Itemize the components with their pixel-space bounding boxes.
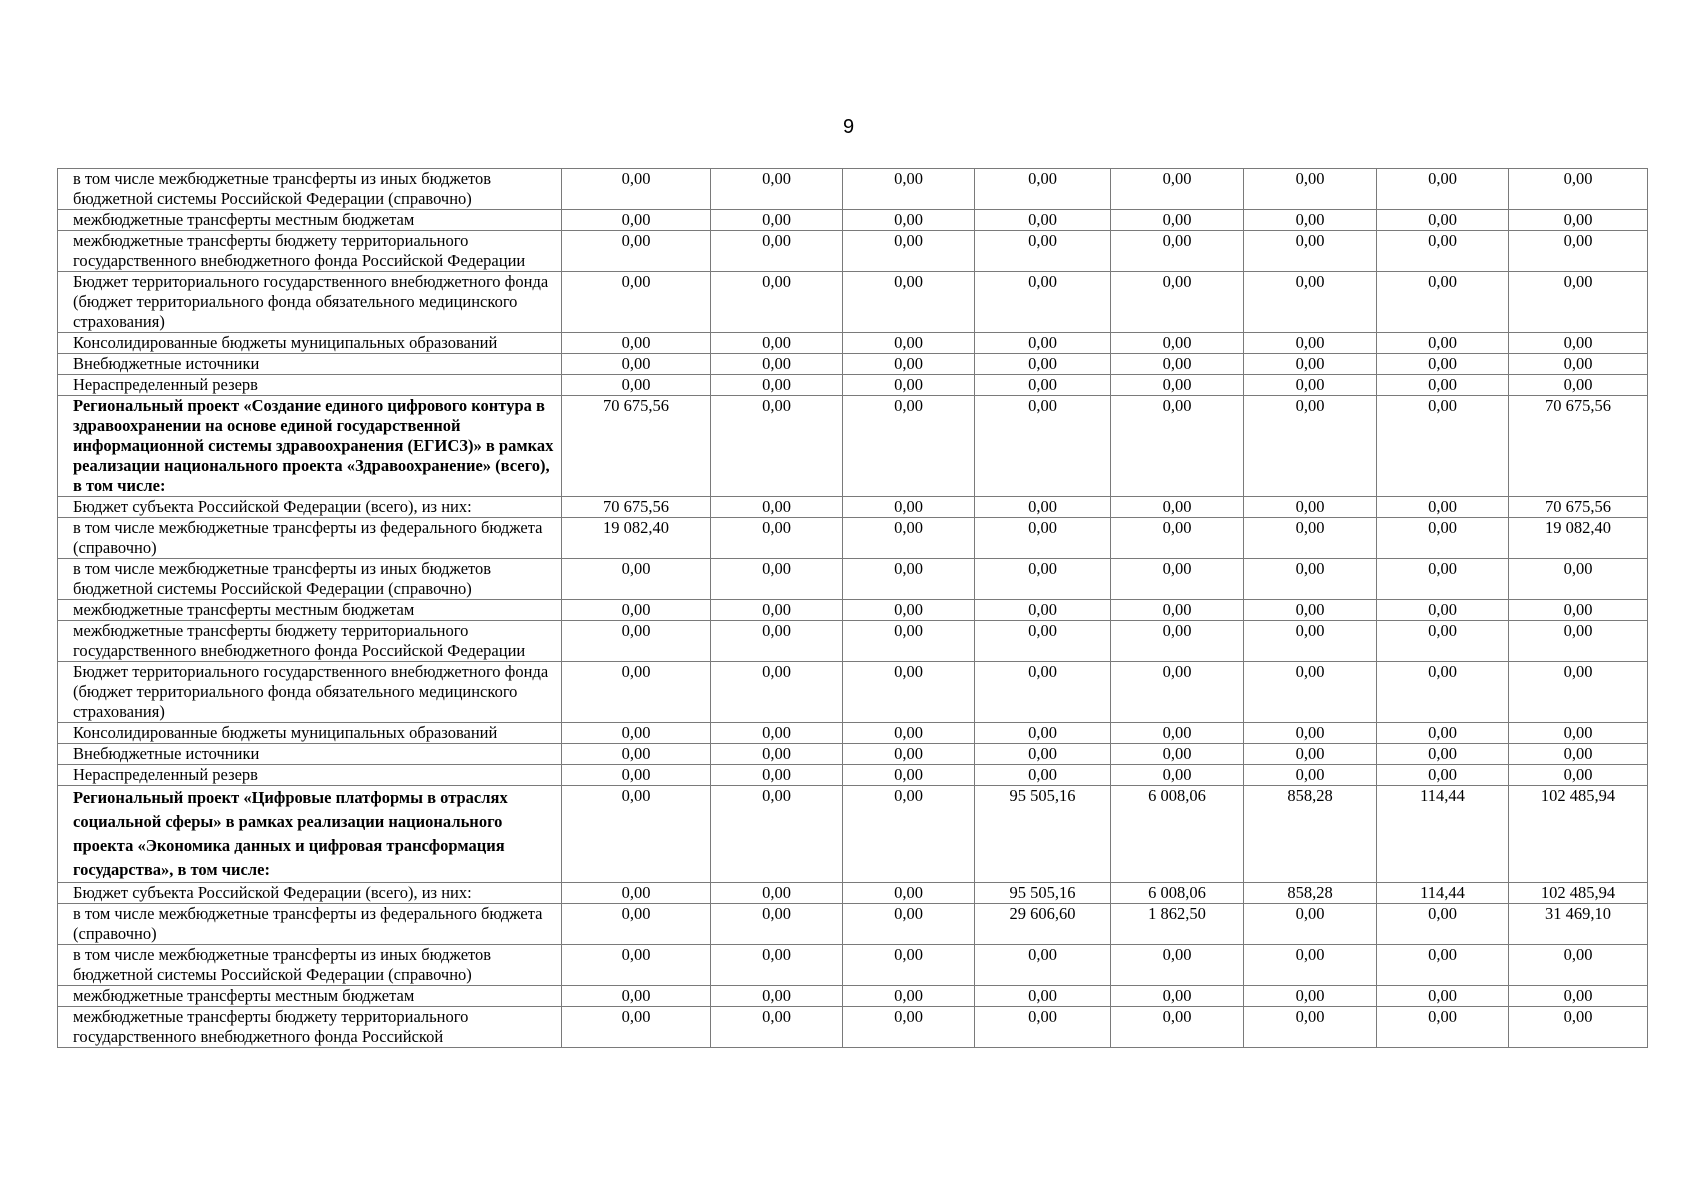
row-value: 0,00 xyxy=(1509,375,1648,396)
row-label: Консолидированные бюджеты муниципальных образований xyxy=(58,723,562,744)
row-value: 0,00 xyxy=(1377,1007,1509,1048)
row-label: в том числе межбюджетные трансферты из иных бюджетов бюджетной системы Российской Федерации (справочно) xyxy=(58,169,562,210)
row-value: 0,00 xyxy=(1111,986,1244,1007)
row-value: 0,00 xyxy=(1111,518,1244,559)
row-value: 0,00 xyxy=(975,169,1111,210)
row-value: 0,00 xyxy=(975,210,1111,231)
row-value: 0,00 xyxy=(1377,375,1509,396)
row-value: 0,00 xyxy=(1111,231,1244,272)
row-value: 0,00 xyxy=(562,883,711,904)
row-label: Консолидированные бюджеты муниципальных образований xyxy=(58,333,562,354)
row-value: 1 862,50 xyxy=(1111,904,1244,945)
row-value: 0,00 xyxy=(1244,231,1377,272)
row-value: 0,00 xyxy=(711,169,843,210)
row-value: 0,00 xyxy=(1377,333,1509,354)
row-value: 0,00 xyxy=(711,662,843,723)
row-value: 0,00 xyxy=(711,986,843,1007)
row-value: 70 675,56 xyxy=(562,396,711,497)
row-value: 0,00 xyxy=(1111,945,1244,986)
row-value: 0,00 xyxy=(562,210,711,231)
row-value: 0,00 xyxy=(975,396,1111,497)
row-label: межбюджетные трансферты бюджету территориального государственного внебюджетного фонда Российской Федерации xyxy=(58,231,562,272)
row-value: 0,00 xyxy=(562,375,711,396)
row-value: 0,00 xyxy=(1244,497,1377,518)
row-value: 0,00 xyxy=(1244,518,1377,559)
row-value: 0,00 xyxy=(843,1007,975,1048)
row-value: 0,00 xyxy=(1377,169,1509,210)
row-value: 0,00 xyxy=(711,883,843,904)
row-value: 0,00 xyxy=(1509,1007,1648,1048)
table-row xyxy=(58,375,1648,396)
row-value: 0,00 xyxy=(711,518,843,559)
row-value: 0,00 xyxy=(1244,1007,1377,1048)
row-label: в том числе межбюджетные трансферты из федерального бюджета (справочно) xyxy=(58,904,562,945)
row-value: 0,00 xyxy=(1509,765,1648,786)
row-value: 0,00 xyxy=(1244,272,1377,333)
row-value: 0,00 xyxy=(711,765,843,786)
table-row xyxy=(58,272,1648,333)
row-value: 0,00 xyxy=(711,497,843,518)
row-value: 0,00 xyxy=(1509,333,1648,354)
row-value: 0,00 xyxy=(975,765,1111,786)
row-label: в том числе межбюджетные трансферты из иных бюджетов бюджетной системы Российской Федерации (справочно) xyxy=(58,559,562,600)
row-value: 0,00 xyxy=(1244,600,1377,621)
row-value: 0,00 xyxy=(975,986,1111,1007)
row-value: 0,00 xyxy=(975,600,1111,621)
row-value: 0,00 xyxy=(975,354,1111,375)
row-value: 0,00 xyxy=(1509,945,1648,986)
row-value: 0,00 xyxy=(975,621,1111,662)
row-value: 6 008,06 xyxy=(1111,786,1244,883)
table-row xyxy=(58,621,1648,662)
row-value: 0,00 xyxy=(1377,744,1509,765)
table-row xyxy=(58,497,1648,518)
row-value: 0,00 xyxy=(1509,662,1648,723)
row-value: 0,00 xyxy=(1509,559,1648,600)
row-value: 0,00 xyxy=(975,375,1111,396)
row-value: 95 505,16 xyxy=(975,883,1111,904)
row-value: 0,00 xyxy=(1509,272,1648,333)
row-value: 0,00 xyxy=(1244,354,1377,375)
row-value: 0,00 xyxy=(843,662,975,723)
row-label: Региональный проект «Создание единого цифрового контура в здравоохранении на основе единой государственной информационной системы здравоохранения (ЕГИСЗ)» в рамках реализации национального проекта «Здравоохранение» (всего), в том числе: xyxy=(58,396,562,497)
row-value: 0,00 xyxy=(1111,621,1244,662)
row-value: 95 505,16 xyxy=(975,786,1111,883)
row-value: 858,28 xyxy=(1244,883,1377,904)
table-row xyxy=(58,904,1648,945)
row-value: 0,00 xyxy=(1111,169,1244,210)
row-value: 0,00 xyxy=(1377,945,1509,986)
row-value: 0,00 xyxy=(843,169,975,210)
row-value: 0,00 xyxy=(1244,621,1377,662)
row-value: 0,00 xyxy=(562,744,711,765)
row-value: 0,00 xyxy=(975,1007,1111,1048)
row-value: 19 082,40 xyxy=(1509,518,1648,559)
table-row xyxy=(58,396,1648,497)
row-value: 0,00 xyxy=(1111,272,1244,333)
row-value: 0,00 xyxy=(843,904,975,945)
row-value: 0,00 xyxy=(975,945,1111,986)
row-value: 0,00 xyxy=(975,231,1111,272)
row-value: 0,00 xyxy=(1377,354,1509,375)
table-row xyxy=(58,518,1648,559)
row-value: 0,00 xyxy=(562,231,711,272)
row-label: Внебюджетные источники xyxy=(58,354,562,375)
row-value: 0,00 xyxy=(1377,600,1509,621)
row-value: 0,00 xyxy=(562,904,711,945)
row-value: 0,00 xyxy=(711,600,843,621)
table-row xyxy=(58,723,1648,744)
row-value: 0,00 xyxy=(562,1007,711,1048)
table-row xyxy=(58,1007,1648,1048)
row-value: 0,00 xyxy=(1377,210,1509,231)
row-value: 0,00 xyxy=(1377,723,1509,744)
table-row xyxy=(58,333,1648,354)
row-value: 0,00 xyxy=(562,333,711,354)
row-value: 0,00 xyxy=(711,1007,843,1048)
row-value: 0,00 xyxy=(1111,354,1244,375)
row-label: Нераспределенный резерв xyxy=(58,765,562,786)
row-value: 70 675,56 xyxy=(1509,396,1648,497)
row-value: 0,00 xyxy=(562,765,711,786)
row-value: 0,00 xyxy=(1377,396,1509,497)
row-value: 0,00 xyxy=(1244,662,1377,723)
row-value: 0,00 xyxy=(843,883,975,904)
row-label: межбюджетные трансферты местным бюджетам xyxy=(58,600,562,621)
row-label: Бюджет территориального государственного внебюджетного фонда (бюджет территориального фонда обязательного медицинского страхования) xyxy=(58,272,562,333)
row-value: 0,00 xyxy=(975,662,1111,723)
row-value: 0,00 xyxy=(1244,559,1377,600)
row-value: 0,00 xyxy=(562,786,711,883)
row-value: 0,00 xyxy=(1509,600,1648,621)
table-row xyxy=(58,169,1648,210)
row-value: 0,00 xyxy=(711,333,843,354)
row-value: 0,00 xyxy=(1377,986,1509,1007)
row-value: 19 082,40 xyxy=(562,518,711,559)
row-value: 0,00 xyxy=(975,497,1111,518)
row-label: в том числе межбюджетные трансферты из федерального бюджета (справочно) xyxy=(58,518,562,559)
budget-table xyxy=(57,168,1648,1048)
row-value: 0,00 xyxy=(1509,169,1648,210)
row-value: 0,00 xyxy=(1377,662,1509,723)
table-row xyxy=(58,945,1648,986)
table-row xyxy=(58,559,1648,600)
table-row xyxy=(58,883,1648,904)
table-row xyxy=(58,744,1648,765)
row-value: 0,00 xyxy=(1244,945,1377,986)
table-row xyxy=(58,231,1648,272)
page-number: 9 xyxy=(842,116,855,138)
row-value: 0,00 xyxy=(843,497,975,518)
row-value: 0,00 xyxy=(711,786,843,883)
row-value: 0,00 xyxy=(562,354,711,375)
row-value: 0,00 xyxy=(1377,621,1509,662)
table-row xyxy=(58,354,1648,375)
row-value: 0,00 xyxy=(711,210,843,231)
row-value: 6 008,06 xyxy=(1111,883,1244,904)
row-value: 0,00 xyxy=(1509,210,1648,231)
row-value: 0,00 xyxy=(1509,723,1648,744)
row-value: 0,00 xyxy=(1244,986,1377,1007)
row-value: 0,00 xyxy=(975,723,1111,744)
row-label: межбюджетные трансферты бюджету территориального государственного внебюджетного фонда Российской Федерации xyxy=(58,621,562,662)
row-value: 0,00 xyxy=(975,333,1111,354)
table-row xyxy=(58,662,1648,723)
row-value: 0,00 xyxy=(1509,986,1648,1007)
row-label: межбюджетные трансферты бюджету территориального государственного внебюджетного фонда Российской xyxy=(58,1007,562,1048)
row-value: 0,00 xyxy=(562,662,711,723)
row-value: 0,00 xyxy=(843,210,975,231)
row-value: 0,00 xyxy=(1244,904,1377,945)
row-value: 0,00 xyxy=(562,559,711,600)
row-label: Бюджет территориального государственного внебюджетного фонда (бюджет территориального фонда обязательного медицинского страхования) xyxy=(58,662,562,723)
row-value: 0,00 xyxy=(1111,396,1244,497)
row-value: 0,00 xyxy=(1244,396,1377,497)
row-value: 0,00 xyxy=(975,518,1111,559)
row-value: 0,00 xyxy=(1377,272,1509,333)
row-value: 0,00 xyxy=(562,272,711,333)
row-value: 0,00 xyxy=(711,354,843,375)
row-value: 0,00 xyxy=(562,723,711,744)
row-label: межбюджетные трансферты местным бюджетам xyxy=(58,986,562,1007)
table-row xyxy=(58,786,1648,883)
row-value: 0,00 xyxy=(843,272,975,333)
row-value: 0,00 xyxy=(1111,210,1244,231)
row-value: 858,28 xyxy=(1244,786,1377,883)
row-value: 70 675,56 xyxy=(1509,497,1648,518)
row-value: 0,00 xyxy=(1377,765,1509,786)
row-value: 0,00 xyxy=(843,765,975,786)
row-label: в том числе межбюджетные трансферты из иных бюджетов бюджетной системы Российской Федерации (справочно) xyxy=(58,945,562,986)
row-value: 0,00 xyxy=(562,986,711,1007)
row-value: 0,00 xyxy=(843,621,975,662)
row-value: 0,00 xyxy=(711,945,843,986)
row-value: 0,00 xyxy=(1509,621,1648,662)
row-value: 0,00 xyxy=(1509,744,1648,765)
row-value: 0,00 xyxy=(843,354,975,375)
row-value: 102 485,94 xyxy=(1509,883,1648,904)
row-value: 0,00 xyxy=(1244,169,1377,210)
row-value: 114,44 xyxy=(1377,883,1509,904)
row-value: 0,00 xyxy=(1111,662,1244,723)
row-value: 0,00 xyxy=(1111,744,1244,765)
row-value: 0,00 xyxy=(975,272,1111,333)
row-value: 0,00 xyxy=(1111,559,1244,600)
row-value: 0,00 xyxy=(711,904,843,945)
row-value: 31 469,10 xyxy=(1509,904,1648,945)
row-value: 0,00 xyxy=(843,518,975,559)
table-row xyxy=(58,765,1648,786)
row-value: 0,00 xyxy=(711,559,843,600)
row-value: 0,00 xyxy=(562,621,711,662)
row-value: 0,00 xyxy=(843,945,975,986)
row-value: 0,00 xyxy=(1244,375,1377,396)
row-value: 0,00 xyxy=(843,986,975,1007)
row-label: Бюджет субъекта Российской Федерации (всего), из них: xyxy=(58,883,562,904)
row-value: 0,00 xyxy=(843,559,975,600)
row-value: 0,00 xyxy=(711,396,843,497)
row-value: 29 606,60 xyxy=(975,904,1111,945)
row-value: 0,00 xyxy=(843,723,975,744)
table-row xyxy=(58,600,1648,621)
row-value: 0,00 xyxy=(843,396,975,497)
row-value: 0,00 xyxy=(1509,231,1648,272)
row-value: 0,00 xyxy=(562,945,711,986)
row-value: 0,00 xyxy=(1111,765,1244,786)
row-value: 0,00 xyxy=(1377,497,1509,518)
row-value: 0,00 xyxy=(1244,744,1377,765)
row-value: 0,00 xyxy=(1244,210,1377,231)
row-value: 0,00 xyxy=(1111,723,1244,744)
row-value: 0,00 xyxy=(1111,1007,1244,1048)
row-value: 0,00 xyxy=(843,600,975,621)
row-value: 0,00 xyxy=(1377,518,1509,559)
row-value: 0,00 xyxy=(843,375,975,396)
row-value: 0,00 xyxy=(711,272,843,333)
row-value: 0,00 xyxy=(975,559,1111,600)
row-label: Бюджет субъекта Российской Федерации (всего), из них: xyxy=(58,497,562,518)
row-value: 0,00 xyxy=(562,600,711,621)
row-value: 0,00 xyxy=(711,231,843,272)
row-value: 0,00 xyxy=(1377,559,1509,600)
row-label: Внебюджетные источники xyxy=(58,744,562,765)
row-label: межбюджетные трансферты местным бюджетам xyxy=(58,210,562,231)
row-value: 70 675,56 xyxy=(562,497,711,518)
row-label: Нераспределенный резерв xyxy=(58,375,562,396)
row-value: 0,00 xyxy=(1244,333,1377,354)
row-value: 0,00 xyxy=(1111,375,1244,396)
table-row xyxy=(58,210,1648,231)
row-value: 0,00 xyxy=(711,744,843,765)
row-value: 0,00 xyxy=(562,169,711,210)
table-body xyxy=(58,169,1648,1048)
row-value: 0,00 xyxy=(711,723,843,744)
row-value: 0,00 xyxy=(1244,723,1377,744)
row-value: 0,00 xyxy=(711,375,843,396)
row-value: 0,00 xyxy=(1509,354,1648,375)
row-value: 0,00 xyxy=(1377,231,1509,272)
row-value: 0,00 xyxy=(1244,765,1377,786)
row-value: 0,00 xyxy=(843,786,975,883)
row-value: 0,00 xyxy=(1377,904,1509,945)
row-label: Региональный проект «Цифровые платформы в отраслях социальной сферы» в рамках реализации национального проекта «Экономика данных и цифровая трансформация государства», в том числе: xyxy=(58,786,562,883)
row-value: 0,00 xyxy=(843,333,975,354)
row-value: 114,44 xyxy=(1377,786,1509,883)
row-value: 102 485,94 xyxy=(1509,786,1648,883)
row-value: 0,00 xyxy=(975,744,1111,765)
row-value: 0,00 xyxy=(843,231,975,272)
row-value: 0,00 xyxy=(1111,497,1244,518)
row-value: 0,00 xyxy=(711,621,843,662)
row-value: 0,00 xyxy=(1111,600,1244,621)
table-row xyxy=(58,986,1648,1007)
row-value: 0,00 xyxy=(1111,333,1244,354)
row-value: 0,00 xyxy=(843,744,975,765)
